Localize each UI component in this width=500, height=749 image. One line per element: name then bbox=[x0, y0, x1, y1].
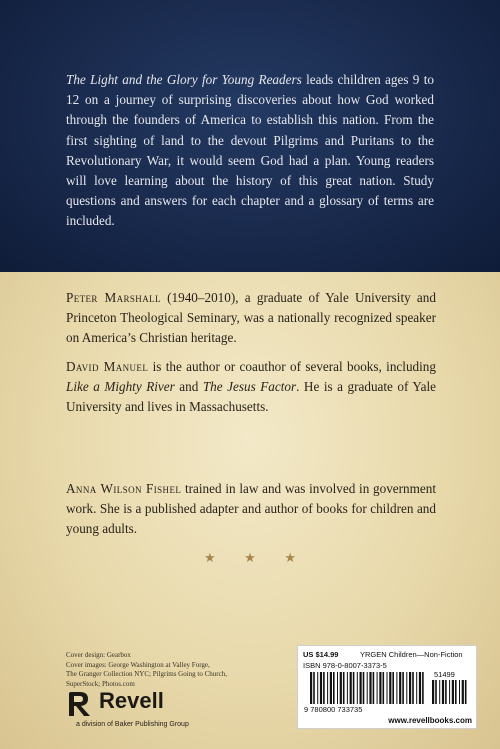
barcode-bar bbox=[409, 672, 411, 704]
author-name: David Manuel bbox=[66, 359, 149, 374]
credit-line: SuperStock; Photos.com bbox=[66, 679, 135, 688]
author-bio-text: trained in law and was involved in government work. She is a published adapter and author of books for children and young adults. bbox=[66, 481, 437, 537]
barcode-bar bbox=[340, 672, 342, 704]
isbn-label: ISBN 978-0-8007-3373-5 bbox=[303, 661, 387, 670]
book-title-1: Like a Mighty River bbox=[66, 379, 175, 395]
credit-line: Cover design: Gearbox bbox=[66, 651, 131, 659]
barcode-bar bbox=[465, 680, 467, 704]
author-name: Peter Marshall bbox=[66, 290, 161, 305]
book-description bbox=[66, 70, 434, 232]
barcode-bar bbox=[327, 672, 328, 704]
star-icon: ★ bbox=[284, 550, 296, 565]
barcode-bar bbox=[392, 672, 394, 704]
barcode-bar bbox=[406, 672, 407, 704]
barcode-bar bbox=[432, 680, 434, 704]
publisher-website: www.revellbooks.com bbox=[388, 716, 472, 725]
author-bio-text: and bbox=[174, 379, 203, 395]
barcode-bar bbox=[320, 672, 322, 704]
barcode-bar bbox=[317, 672, 318, 704]
barcode-bar bbox=[452, 680, 454, 704]
barcode-bar bbox=[313, 672, 315, 704]
barcode-bar bbox=[439, 680, 440, 704]
barcode-bar bbox=[412, 672, 414, 704]
publisher-logo bbox=[66, 690, 266, 738]
author-bio-manuel bbox=[66, 357, 436, 418]
author-bio-text: . He is a graduate of Yale University and lives in Massachusetts. bbox=[66, 379, 436, 415]
ornament-stars bbox=[204, 551, 296, 564]
barcode-bar bbox=[330, 672, 332, 704]
author-bio-text: (1940–2010), a graduate of Yale University and Princeton Theological Seminary, was a nationally recognized speaker on America’s Christian heritage. bbox=[66, 290, 436, 346]
barcode-bar bbox=[416, 672, 417, 704]
barcode-bar bbox=[373, 672, 375, 704]
author-bio-fishel bbox=[66, 479, 436, 540]
barcode-bar bbox=[347, 672, 348, 704]
author-bio-marshall bbox=[66, 288, 436, 349]
barcode-addon-number: 51499 bbox=[434, 670, 455, 679]
barcode-bar bbox=[337, 672, 338, 704]
category-label: YRGEN Children—Non-Fiction bbox=[360, 650, 463, 659]
barcode-bar bbox=[455, 680, 457, 704]
barcode-sticker bbox=[297, 645, 477, 729]
barcode-bar bbox=[387, 672, 388, 704]
barcode-bar bbox=[310, 672, 312, 704]
barcode-bar bbox=[333, 672, 335, 704]
price-label: US $14.99 bbox=[303, 650, 339, 659]
cover-credits bbox=[66, 651, 266, 689]
description-text: leads children ages 9 to 12 on a journey of surprising discoveries about how God worked through the founders of America to establish this nation. From the first sighting of land to the devout Pilgrims and Puritans to the Revolutionary War, it would seem God had a plan. Young readers will love learning about the history of this great nation. Study questions and answers for each chapter and a glossary of terms are included. bbox=[66, 72, 434, 229]
book-title-2: The Jesus Factor bbox=[202, 379, 297, 395]
publisher-name: Revell bbox=[99, 688, 164, 713]
book-title: The Light and the Glory for Young Readers bbox=[66, 72, 302, 87]
barcode-bar bbox=[459, 680, 460, 704]
barcode-bar bbox=[462, 680, 464, 704]
credit-line: The Granger Collection NYC; Pilgrims Going to Church, bbox=[66, 670, 227, 678]
barcode-bar bbox=[353, 672, 355, 704]
revell-logo-icon bbox=[66, 690, 94, 718]
author-name: Anna Wilson Fishel bbox=[66, 481, 182, 496]
barcode-bar bbox=[396, 672, 397, 704]
barcode-bar bbox=[389, 672, 391, 704]
author-bio-text: is the author or coauthor of several books, including bbox=[148, 359, 436, 374]
barcode-icon bbox=[302, 670, 472, 714]
barcode-number: 9 780800 733735 bbox=[304, 705, 363, 714]
barcode-bar bbox=[323, 672, 325, 704]
barcode-bar bbox=[435, 680, 437, 704]
barcode-bar bbox=[357, 672, 358, 704]
barcode-bar bbox=[379, 672, 381, 704]
barcode-bar bbox=[367, 672, 368, 704]
barcode-bar bbox=[442, 680, 444, 704]
barcode-bar bbox=[377, 672, 378, 704]
star-icon: ★ bbox=[204, 550, 216, 565]
barcode-bar bbox=[419, 672, 421, 704]
barcode-bar bbox=[383, 672, 385, 704]
barcode-bar bbox=[399, 672, 401, 704]
barcode-bar bbox=[369, 672, 371, 704]
star-icon: ★ bbox=[244, 550, 256, 565]
barcode-bar bbox=[343, 672, 345, 704]
barcode-bar bbox=[350, 672, 352, 704]
barcode-bar bbox=[449, 680, 450, 704]
credit-line: Cover images: George Washington at Valley Forge, bbox=[66, 660, 210, 669]
barcode-bar bbox=[360, 672, 362, 704]
barcode-bar bbox=[363, 672, 365, 704]
barcode-bar bbox=[445, 680, 447, 704]
publisher-tagline: a division of Baker Publishing Group bbox=[76, 721, 189, 728]
barcode-bar bbox=[402, 672, 404, 704]
barcode-bar bbox=[422, 672, 424, 704]
